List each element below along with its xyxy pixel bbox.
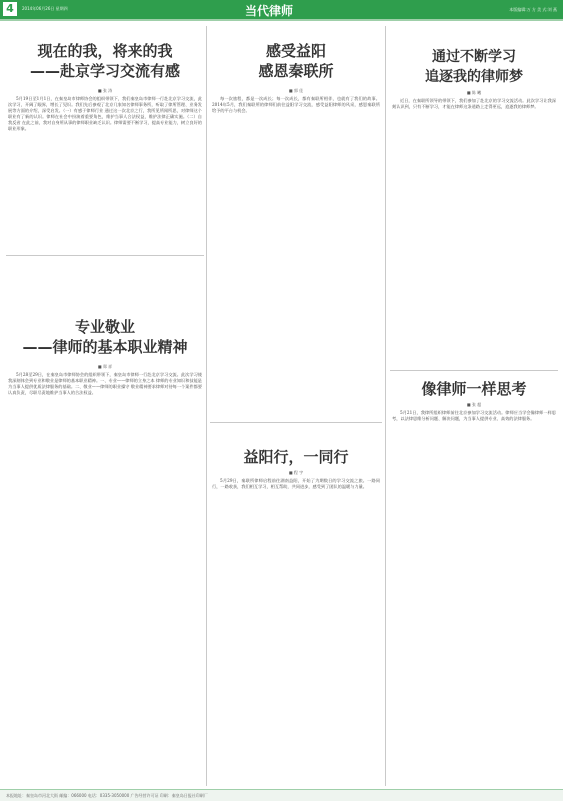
article-title: 现在的我，将来的我 bbox=[37, 42, 173, 60]
section-title: 当代律师 bbox=[245, 4, 294, 18]
page-number: 4 bbox=[3, 2, 17, 16]
editor-credits: 本版编辑:万 方 美 式:刘 燕 bbox=[509, 7, 557, 12]
article-byline: ■ 程 宇 bbox=[288, 470, 304, 475]
article-byline: ■ 郑 祥 bbox=[97, 364, 113, 369]
article-byline: ■ 张 涛 bbox=[97, 88, 113, 93]
article-subtitle: 感恩秦联所 bbox=[258, 62, 334, 80]
article-paragraph: 5月21日，我律所组织律师前往北京参加学习交流活动。律师应当学会像律师一样思考，以法律思维分析问题、解决问题，为当事人提供专业、高效的法律服务。 bbox=[392, 410, 556, 422]
article-byline: ■ 郭 佳 bbox=[288, 88, 304, 93]
issue-date: 2014年06月26日 星期四 bbox=[22, 6, 68, 11]
article-paragraph: 5月19日至1月1日，在秦皇岛市律师协会的组织带领下，我们秦皇岛市律师一行赴北京学习交流，此次学习，开阔了眼界，增长了见识。我们先后参观了北京几家知名律师事务所，听取了律所管理、业务发展等方面的介绍，深受启发。（一）有感于律师行业 通过这一次北京之行，我所见所闻所思，对律师这个职业有了新的认识。律师在社会中扮演着重要角色，维护当事人合法权益，维护法律正确实施。（二）自我反省 在此之前，我对自身所从事的律师职业缺乏认识。律师需要不断学习，提高专业能力，树立良好的职业形象。 bbox=[8, 96, 202, 132]
article-paragraph: 5月29日，秦联所律师启程前往湖南益阳，开始了为期数日的学习交流之旅。一路同行，一路收获，我们相互学习，相互帮助，共同进步，感受到了团队的温暖与力量。 bbox=[212, 478, 380, 490]
article-subtitle: ——律师的基本职业精神 bbox=[22, 338, 188, 356]
column-divider bbox=[206, 26, 207, 786]
article-body bbox=[212, 96, 380, 416]
article-body bbox=[392, 98, 556, 364]
article-paragraph: 近日，在秦联所领导的带领下，我们参加了赴北京的学习交流活动。此次学习让我深刻认识到，只有不断学习，才能在律师这条道路上走得更远，追逐我的律师梦。 bbox=[392, 98, 556, 110]
article-paragraph: 每一次旅程，都是一次成长；每一次成长，都有秦联所相伴，也就有了我们的故事。2014年5月，我们秦联所的律师们前往益阳学习交流，感受益阳律师的风采，感恩秦联所给予的平台与机会。 bbox=[212, 96, 380, 114]
article-byline: ■ 张 超 bbox=[466, 402, 482, 407]
article-body bbox=[392, 410, 556, 782]
article-body bbox=[8, 372, 202, 782]
footer-info: 本报地址：秦皇岛市河北大街 邮编：066000 电话：0335-3050000 广告经营许可证 印刷：秦皇岛日报社印刷厂 bbox=[6, 793, 208, 798]
article-body bbox=[212, 478, 380, 782]
article-title: 像律师一样思考 bbox=[421, 380, 527, 398]
article-subtitle: ——赴京学习交流有感 bbox=[29, 62, 180, 80]
article-byline: ■ 陈 曦 bbox=[466, 90, 482, 95]
article-subtitle: 追逐我的律师梦 bbox=[425, 69, 523, 85]
header-rule bbox=[0, 19, 563, 21]
article-body bbox=[8, 96, 202, 248]
page-header bbox=[0, 0, 563, 19]
column-divider bbox=[385, 26, 386, 786]
article-title: 专业敬业 bbox=[74, 318, 135, 336]
article-title: 感受益阳 bbox=[265, 42, 326, 60]
article-divider bbox=[6, 255, 204, 256]
article-title: 益阳行，一同行 bbox=[243, 448, 349, 466]
article-divider bbox=[210, 422, 382, 423]
article-paragraph: 5月28至29日，在秦皇岛市律师协会的组织带领下，秦皇岛市律师一行赴北京学习交流。此次学习使我深刻体会到专业和敬业是律师的基本职业精神。一、专业——律师的立身之本 律师的专业知识和技能是为当事人提供优质法律服务的基础。二、敬业——律师的职业操守 敬业精神要求律师对待每一个案件都要认真负责，尽职尽责地维护当事人的合法权益。 bbox=[8, 372, 202, 396]
article-divider bbox=[390, 370, 558, 371]
article-title: 通过不断学习 bbox=[432, 49, 516, 65]
page-footer bbox=[0, 789, 563, 801]
